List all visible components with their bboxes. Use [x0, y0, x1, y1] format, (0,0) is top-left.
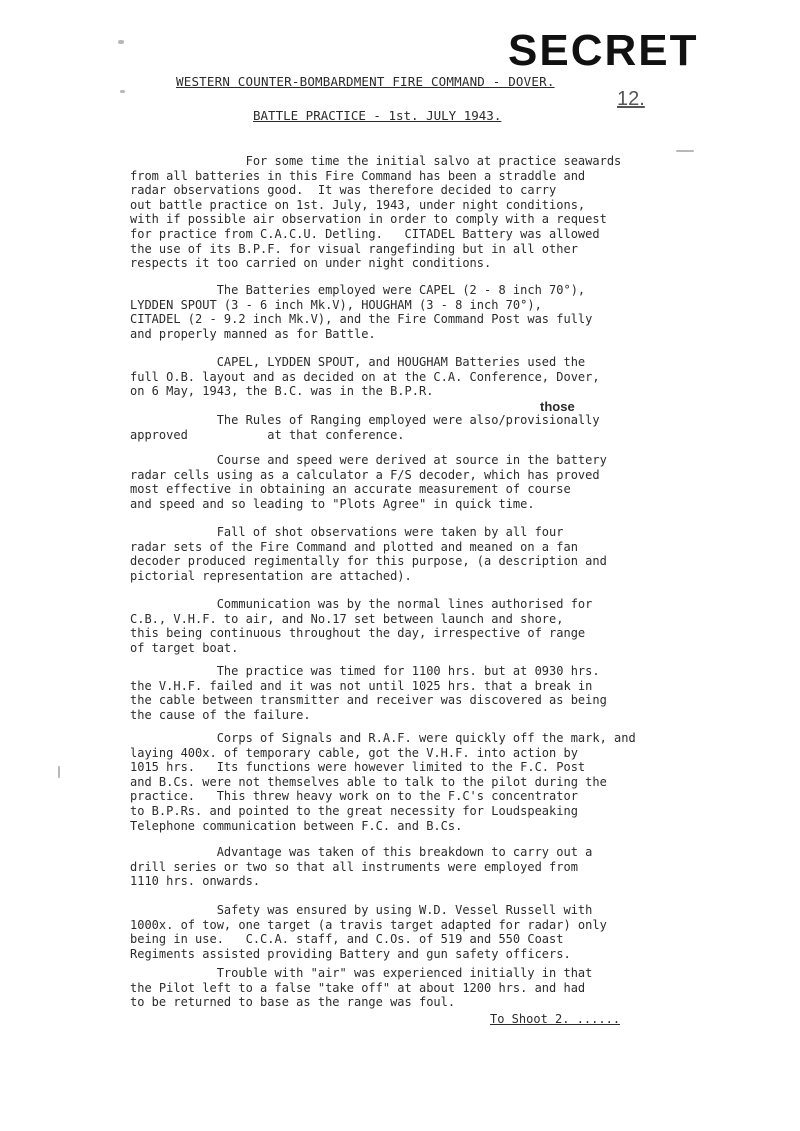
paragraph: Course and speed were derived at source in the battery radar cells using as a calculator a F/S decoder, which has proved most effective in obtaining an accurate measurement of course and speed and so leading to "Plots Agree" in quick time. — [130, 453, 607, 511]
paragraph: Fall of shot observations were taken by all four radar sets of the Fire Command and plotted and meaned on a fan decoder produced regimentally for this purpose, (a description and pictorial representation are attached). — [130, 525, 607, 583]
handwritten-insert: those — [540, 399, 575, 414]
paragraph: The Batteries employed were CAPEL (2 - 8 inch 70°), LYDDEN SPOUT (3 - 6 inch Mk.V), HOUGHAM (3 - 8 inch 70°), CITADEL (2 - 9.2 inch Mk.V), and the Fire Command Post was fully and properly manned as for Battle. — [130, 283, 593, 341]
punch-mark — [120, 90, 125, 93]
paragraph: Trouble with "air" was experienced initially in that the Pilot left to a false "take off" at about 1200 hrs. and had to be returned to base as the range was foul. — [130, 966, 593, 1010]
paragraph: Communication was by the normal lines authorised for C.B., V.H.F. to air, and No.17 set between launch and shore, this being continuous throughout the day, irrespective of range of target boat. — [130, 597, 593, 655]
continuation-note: To Shoot 2. ...... — [490, 1012, 621, 1026]
document-subheading: BATTLE PRACTICE - 1st. JULY 1943. — [253, 108, 502, 123]
margin-mark — [58, 766, 60, 778]
paragraph: Advantage was taken of this breakdown to carry out a drill series or two so that all instruments were employed from 1110 hrs. onwards. — [130, 845, 593, 889]
paragraph: Safety was ensured by using W.D. Vessel Russell with 1000x. of tow, one target (a travis target adapted for radar) only being in use. C.C.A. staff, and C.Os. of 519 and 550 Coast Regiments assisted providing Battery and gun safety officers. — [130, 903, 607, 961]
paragraph: The Rules of Ranging employed were also/provisionally approved at that conference. — [130, 413, 600, 442]
paragraph: Corps of Signals and R.A.F. were quickly off the mark, and laying 400x. of temporary cable, got the V.H.F. into action by 1015 hrs. Its functions were however limited to the F.C. Post and B.Cs. were not themselves able to talk to the pilot during the practice. This threw heavy work on to the F.C's concentrator to B.P.Rs. and pointed to the great necessity for Loudspeaking Telephone communication between F.C. and B.Cs. — [130, 731, 636, 833]
document-heading: WESTERN COUNTER-BOMBARDMENT FIRE COMMAND - DOVER. — [176, 74, 555, 89]
page-number: 12. — [617, 88, 645, 110]
paragraph: CAPEL, LYDDEN SPOUT, and HOUGHAM Batteries used the full O.B. layout and as decided on at the C.A. Conference, Dover, on 6 May, 1943, the B.C. was in the B.P.R. — [130, 355, 600, 399]
margin-mark — [676, 150, 694, 152]
paragraph: For some time the initial salvo at practice seawards from all batteries in this Fire Command has been a straddle and radar observations good. It was therefore decided to carry out battle practice on 1st. July, 1943, under night conditions, with if possible air observation in order to comply with a request for practice from C.A.C.U. Detling. CITADEL Battery was allowed the use of its B.P.F. for visual rangefinding but in all other respects it too carried on under night conditions. — [130, 154, 622, 271]
secret-stamp: SECRET — [508, 26, 699, 75]
punch-mark — [118, 40, 124, 44]
paragraph: The practice was timed for 1100 hrs. but at 0930 hrs. the V.H.F. failed and it was not until 1025 hrs. that a break in the cable between transmitter and receiver was discovered as being the cause of the failure. — [130, 664, 607, 722]
